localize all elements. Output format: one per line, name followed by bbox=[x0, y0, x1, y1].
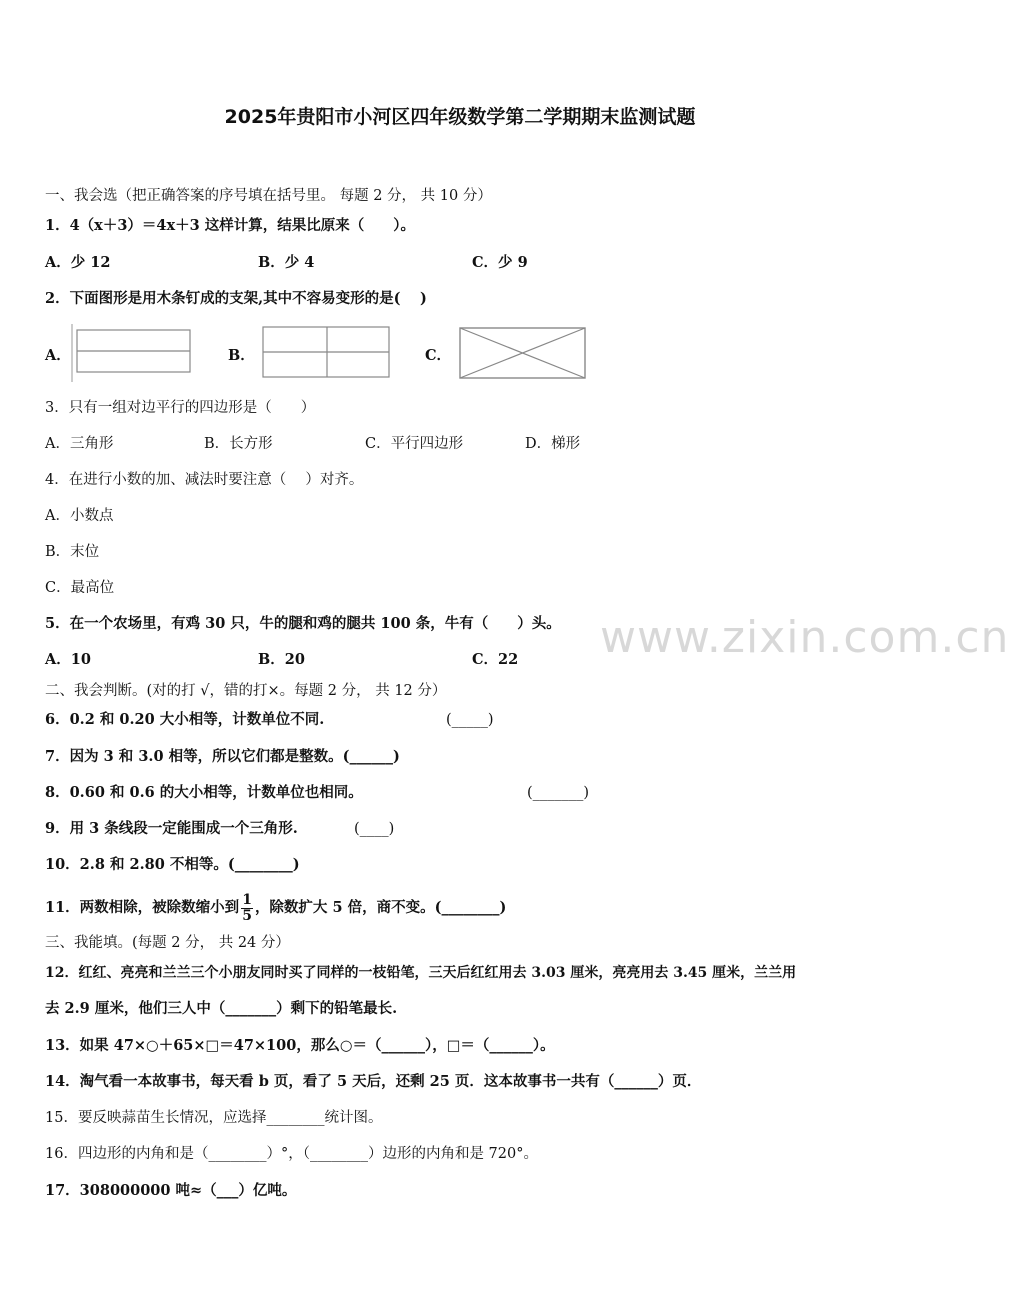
question-6: 6．0.2 和 0.20 大小相等，计数单位不同. bbox=[45, 711, 325, 728]
q5-option-b: B．20 bbox=[258, 651, 305, 668]
question-11 bbox=[45, 888, 506, 928]
q2-figure-a bbox=[68, 322, 194, 384]
question-9: 9．用 3 条线段一定能围成一个三角形. bbox=[45, 820, 298, 837]
q2-figure-b bbox=[258, 322, 394, 382]
question-12-line-1: 12．红红、亮亮和兰兰三个小朋友同时买了同样的一枝铅笔，三天后红红用去 3.03 厘米，亮亮用去 3.45 厘米，兰兰用 bbox=[45, 965, 797, 981]
question-8: 8．0.60 和 0.6 的大小相等，计数单位也相同。 bbox=[45, 784, 363, 801]
q2-figure-c bbox=[455, 322, 589, 382]
section-3-header: 三、我能填。(每题 2 分， 共 24 分） bbox=[45, 935, 290, 951]
q1-option-b: B．少 4 bbox=[258, 254, 315, 271]
q1-option-c: C．少 9 bbox=[472, 254, 528, 271]
q4-option-c: C．最高位 bbox=[45, 580, 115, 596]
q5-option-a: A．10 bbox=[45, 651, 91, 668]
fraction-one-fifth bbox=[241, 893, 253, 924]
q4-option-a: A．小数点 bbox=[45, 508, 114, 524]
question-17: 17．308000000 吨≈（___）亿吨。 bbox=[45, 1182, 297, 1199]
q2-label-c: C． bbox=[425, 347, 452, 364]
question-12-line-2: 去 2.9 厘米，他们三人中（_______）剩下的铅笔最长. bbox=[45, 1000, 398, 1017]
q3-option-b: B．长方形 bbox=[204, 436, 273, 452]
fraction-denominator: 5 bbox=[242, 907, 252, 924]
question-14: 14．淘气看一本故事书，每天看 b 页，看了 5 天后，还剩 25 页．这本故事书一共有（______）页． bbox=[45, 1073, 702, 1090]
q11-text-after: ，除数扩大 5 倍，商不变。(________) bbox=[254, 899, 507, 916]
question-16: 16．四边形的内角和是（________）°，（________）边形的内角和是 720°。 bbox=[45, 1146, 538, 1162]
question-2: 2．下面图形是用木条钉成的支架,其中不容易变形的是( ) bbox=[45, 290, 427, 307]
q2-label-a: A． bbox=[45, 347, 71, 364]
q4-option-b: B．末位 bbox=[45, 544, 100, 560]
q9-answer-blank[interactable]: (____) bbox=[354, 821, 395, 837]
q3-option-d: D．梯形 bbox=[525, 436, 581, 452]
section-2-header: 二、我会判断。(对的打 √，错的打×。每题 2 分， 共 12 分） bbox=[45, 683, 447, 699]
question-5: 5．在一个农场里，有鸡 30 只，牛的腿和鸡的腿共 100 条，牛有（ ）头。 bbox=[45, 615, 561, 632]
q2-label-b: B． bbox=[228, 347, 255, 364]
q6-answer-blank[interactable]: (_____) bbox=[446, 712, 494, 728]
watermark: www.zixin.com.cn bbox=[600, 612, 1009, 663]
fraction-numerator: 1 bbox=[242, 891, 252, 908]
q8-answer-blank[interactable]: (_______) bbox=[527, 785, 590, 801]
question-15: 15．要反映蒜苗生长情况，应选择________统计图。 bbox=[45, 1110, 383, 1126]
q5-option-c: C．22 bbox=[472, 651, 519, 668]
q1-option-a: A．少 12 bbox=[45, 254, 111, 271]
question-13: 13．如果 47×○＋65×□＝47×100，那么○＝（______），□＝（______）。 bbox=[45, 1037, 555, 1054]
q3-option-c: C．平行四边形 bbox=[365, 436, 464, 452]
question-4: 4．在进行小数的加、减法时要注意（ ）对齐。 bbox=[45, 472, 364, 488]
q3-option-a: A．三角形 bbox=[45, 436, 114, 452]
question-3: 3．只有一组对边平行的四边形是（ ） bbox=[45, 400, 316, 416]
q11-text-before: 11．两数相除，被除数缩小到 bbox=[45, 899, 240, 916]
question-7: 7．因为 3 和 3.0 相等，所以它们都是整数。(______) bbox=[45, 748, 400, 765]
section-1-header: 一、我会选（把正确答案的序号填在括号里。 每题 2 分， 共 10 分） bbox=[45, 188, 492, 204]
question-10: 10．2.8 和 2.80 不相等。(________) bbox=[45, 856, 300, 873]
page-title: 2025年贵阳市小河区四年级数学第二学期期末监测试题 bbox=[224, 106, 696, 128]
question-1: 1．4（x＋3）＝4x＋3 这样计算，结果比原来（ ）。 bbox=[45, 217, 416, 234]
